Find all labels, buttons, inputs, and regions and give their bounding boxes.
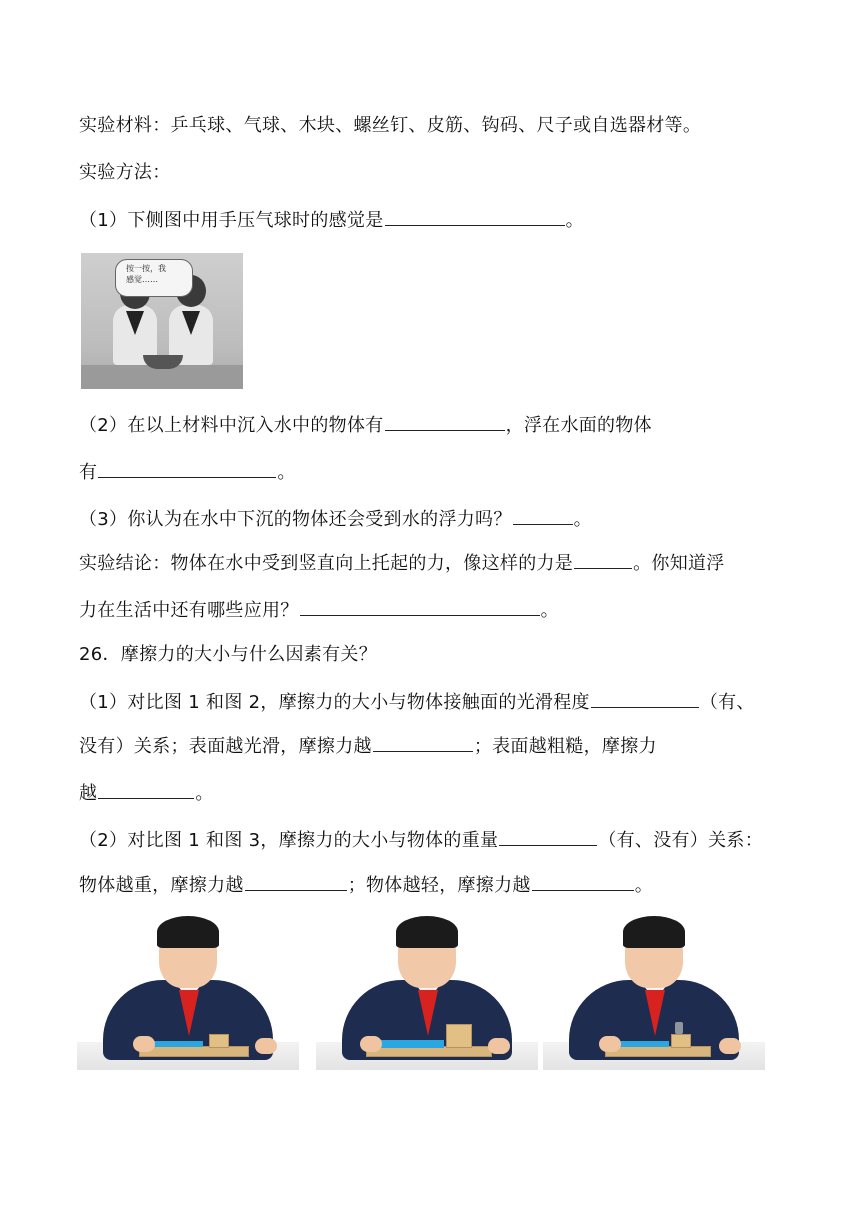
q26-1-rough-blank[interactable] <box>98 780 194 799</box>
q26-2-text: （2）对比图 1 和图 3，摩擦力的大小与物体的重量 <box>79 830 499 851</box>
q26-1-period: 。 <box>195 783 214 804</box>
speech-bubble <box>115 259 193 297</box>
q26-2-relation-blank[interactable] <box>499 827 597 846</box>
q26-2-line1 <box>79 827 763 854</box>
blue-towel-strip <box>372 1040 444 1048</box>
red-scarf <box>179 990 199 1036</box>
q26-1-line2 <box>79 733 657 760</box>
conclusion-text: 实验结论：物体在水中受到竖直向上托起的力，像这样的力是 <box>79 553 574 574</box>
conclusion-line2 <box>79 597 559 624</box>
bubble-line-2: 感觉…… <box>126 275 158 284</box>
q26-2-options: （有、没有）关系： <box>598 830 764 851</box>
q1-text: （1）下侧图中用手压气球时的感觉是 <box>79 210 384 231</box>
q26-1-line3 <box>79 780 214 807</box>
q26-1-smooth-text: 没有）关系；表面越光滑，摩擦力越 <box>79 736 372 757</box>
q2-text: （2）在以上材料中沉入水中的物体有 <box>79 415 384 436</box>
left-hand <box>360 1036 382 1052</box>
q3-text: （3）你认为在水中下沉的物体还会受到水的浮力吗？ <box>79 509 512 530</box>
friction-photo-2 <box>316 912 538 1084</box>
girls-pressing-balloon-photo <box>81 253 243 389</box>
right-hand <box>719 1038 741 1054</box>
q2-period: 。 <box>277 462 296 483</box>
q2-float-blank[interactable] <box>98 459 276 478</box>
q26-2-line2 <box>79 872 653 899</box>
wood-block <box>209 1034 229 1048</box>
question-3 <box>79 506 592 533</box>
boy-hair <box>157 916 219 948</box>
friction-photo-1 <box>77 912 299 1084</box>
q26-2-light-text: ；物体越轻，摩擦力越 <box>347 875 531 896</box>
q26-1-yue: 越 <box>79 783 98 804</box>
conclusion-apps-blank[interactable] <box>300 597 540 616</box>
q3-period: 。 <box>573 509 592 530</box>
q26-1-rough-text: ；表面越粗糙，摩擦力 <box>473 736 657 757</box>
q26-1-options: （有、 <box>699 692 755 713</box>
q2-you: 有 <box>79 462 98 483</box>
question-1 <box>79 207 584 234</box>
blue-towel-strip <box>613 1041 669 1047</box>
q26-2-heavy-text: 物体越重，摩擦力越 <box>79 875 244 896</box>
right-hand <box>255 1038 277 1054</box>
scarf-left <box>126 311 144 335</box>
blue-towel-strip <box>147 1041 203 1047</box>
red-scarf <box>418 990 438 1036</box>
left-hand <box>133 1036 155 1052</box>
q2-sink-blank[interactable] <box>385 412 505 431</box>
q26-1-line1 <box>79 689 755 716</box>
wooden-board <box>139 1046 249 1057</box>
conclusion-force-blank[interactable] <box>574 550 632 569</box>
q26-1-text: （1）对比图 1 和图 2，摩擦力的大小与物体接触面的光滑程度 <box>79 692 590 713</box>
q26-2-heavy-blank[interactable] <box>245 872 347 891</box>
hook-weight <box>675 1022 683 1034</box>
question-2-line1 <box>79 412 652 439</box>
wood-block <box>446 1024 472 1048</box>
conclusion-line1 <box>79 550 725 577</box>
scarf-right <box>182 311 200 335</box>
q26-1-relation-blank[interactable] <box>591 689 699 708</box>
materials-line: 实验材料：乒乓球、气球、木块、螺丝钉、皮筋、钩码、尺子或自选器材等。 <box>79 115 702 136</box>
q1-period: 。 <box>565 210 584 231</box>
q1-answer-blank[interactable] <box>385 207 565 226</box>
wood-block <box>671 1034 691 1048</box>
wooden-board <box>605 1046 711 1057</box>
q26-2-light-blank[interactable] <box>532 872 634 891</box>
left-hand <box>599 1036 621 1052</box>
conclusion-apps-text: 力在生活中还有哪些应用？ <box>79 600 299 621</box>
conclusion-text-2: 。你知道浮 <box>633 553 725 574</box>
friction-photo-3 <box>543 912 765 1084</box>
red-scarf <box>645 990 665 1036</box>
boy-hair <box>396 916 458 948</box>
boy-hair <box>623 916 685 948</box>
bubble-line-1: 按一按，我 <box>126 264 166 273</box>
question-2-line2 <box>79 459 296 486</box>
q2-float-text: ，浮在水面的物体 <box>505 415 652 436</box>
method-label: 实验方法： <box>79 162 171 183</box>
conclusion-period: 。 <box>540 600 559 621</box>
question-26-title: 26．摩擦力的大小与什么因素有关？ <box>79 644 378 665</box>
right-hand <box>488 1038 510 1054</box>
q26-2-period: 。 <box>634 875 654 896</box>
q3-answer-blank[interactable] <box>513 506 573 525</box>
q26-1-smooth-blank[interactable] <box>373 733 473 752</box>
